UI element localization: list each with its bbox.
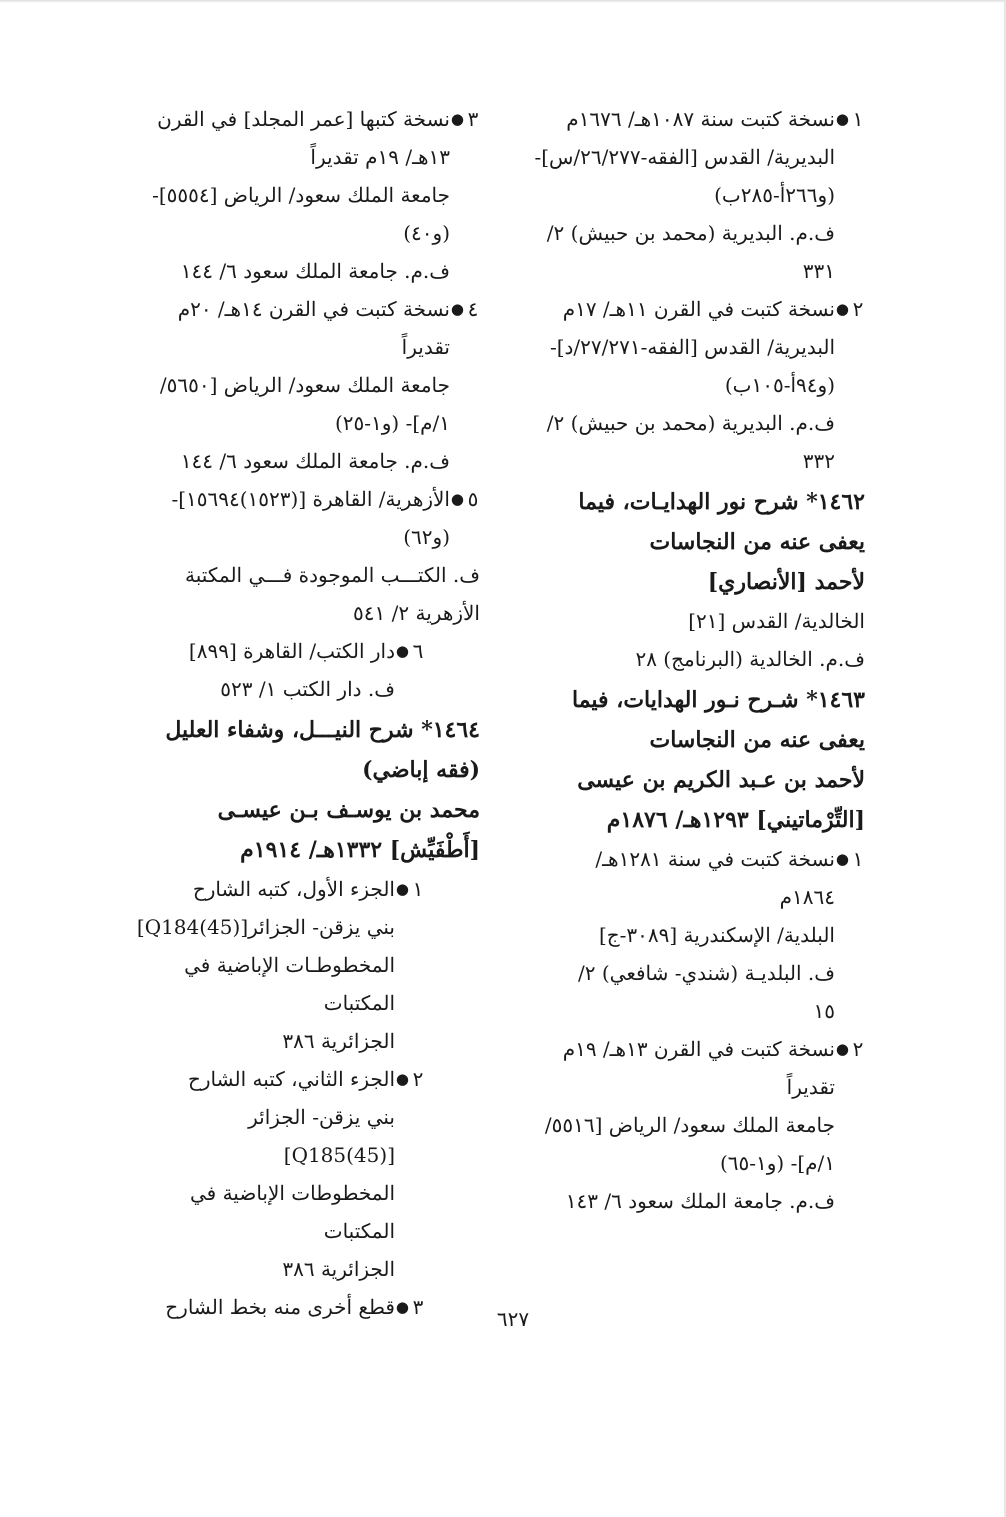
item-number: ٤ — [467, 297, 479, 321]
entry-1464 — [135, 710, 480, 870]
item-location: جامعة الملك سعود/ الرياض [٥٥١٦/ — [544, 1113, 835, 1137]
entry-reference: ف.م. الخالدية (البرنامج) ٢٨ — [635, 647, 865, 671]
entry-author: لأحمد [الأنصاري] — [707, 569, 865, 595]
entry-author-dates: [أَطْفَيِّش] ١٣٣٢هـ/ ١٩١٤م — [240, 837, 480, 863]
bullet-icon: ● — [835, 110, 849, 128]
item-title-cont: تقديراً — [786, 1075, 835, 1099]
item-title: نسخة كتبت في القرن ١٤هـ/ ٢٠م — [177, 297, 450, 321]
list-item — [525, 1030, 865, 1220]
list-item — [135, 290, 480, 480]
item-reference: ف.م. البديرية (محمد بن حبيش) ٢/ — [546, 221, 835, 245]
item-reference: ف.م. البديرية (محمد بن حبيش) ٢/ — [546, 411, 835, 435]
item-reference-page: ١٥ — [813, 999, 835, 1023]
item-location: الأزهرية/ القاهرة [(١٥٢٣)١٥٦٩٤]- — [171, 487, 450, 511]
bullet-icon: ● — [395, 1070, 409, 1088]
item-title: نسخة كتبت في القرن ١١هـ/ ١٧م — [562, 297, 835, 321]
bullet-icon: ● — [835, 300, 849, 318]
bullet-icon: ● — [395, 880, 409, 898]
item-location: دار الكتب/ القاهرة [٨٩٩] — [188, 639, 395, 663]
item-title: نسخة كتبت في سنة ١٢٨١هـ/ — [595, 847, 835, 871]
item-title-cont: ١٨٦٤م — [779, 885, 835, 909]
item-reference: ف. الكتـــب الموجودة فـــي المكتبة — [185, 563, 480, 587]
entry-title: ١٤٦٤* شرح النيـــل، وشفاء العليل — [165, 717, 480, 743]
item-reference: ف.م. جامعة الملك سعود ٦/ ١٤٤ — [180, 449, 450, 473]
list-item — [135, 870, 425, 1060]
item-location: جامعة الملك سعود/ الرياض [٥٦٥٠/ — [159, 373, 450, 397]
entry-author: محمد بن يوسـف بـن عيسـى — [217, 797, 480, 823]
page-number: ٦٢٧ — [496, 1307, 530, 1331]
list-item — [135, 1060, 425, 1288]
bullet-icon: ● — [395, 1298, 409, 1316]
list-item — [525, 290, 865, 480]
item-folios: (و٤٠) — [403, 221, 450, 245]
item-title: الجزء الثاني، كتبه الشارح — [187, 1067, 395, 1091]
item-title-cont: ١٣هـ/ ١٩م تقديراً — [310, 145, 450, 169]
item-title: قطع أخرى منه بخط الشارح — [165, 1295, 395, 1319]
bullet-icon: ● — [450, 490, 464, 508]
item-reference-page: الجزائرية ٣٨٦ — [282, 1029, 395, 1053]
item-reference: ف. البلديـة (شندي- شافعي) ٢/ — [577, 961, 835, 985]
entry-location: الخالدية/ القدس [٢١] — [688, 609, 865, 633]
item-number: ٦ — [412, 639, 424, 663]
bullet-icon: ● — [395, 642, 409, 660]
item-reference-page: ٣٣١ — [802, 259, 835, 283]
item-location: بني يزقن- الجزائر[Q184(45)] — [136, 915, 395, 939]
item-folios: (و٩٤أ-١٠٥ب) — [724, 373, 835, 397]
item-number: ١ — [852, 847, 864, 871]
item-location: بني يزقن- الجزائر [Q185(45)] — [248, 1105, 395, 1167]
item-folios: ١/م]- (و١-٦٥) — [719, 1151, 835, 1175]
item-title: نسخة كتبت سنة ١٠٨٧هـ/ ١٦٧٦م — [566, 107, 835, 131]
entry-author: لأحمد بن عـبد الكريم بن عيسى — [577, 767, 865, 793]
item-folios: (و٦٢) — [403, 525, 450, 549]
item-location: البلدية/ الإسكندرية [٣٠٨٩-ج] — [598, 923, 835, 947]
item-reference: المخطوطـات الإباضية في المكتبات — [184, 953, 395, 1015]
item-title: الجزء الأول، كتبه الشارح — [192, 877, 395, 901]
item-location: البديرية/ القدس [الفقه-٢٧/٢٧١/د]- — [549, 335, 835, 359]
item-reference-page: الأزهرية ٢/ ٥٤١ — [353, 601, 480, 625]
item-reference: ف. دار الكتب ١/ ٥٢٣ — [220, 677, 395, 701]
item-title: نسخة كتبها [عمر المجلد] في القرن — [157, 107, 450, 131]
scan-top-shadow — [0, 0, 1006, 3]
list-item — [135, 480, 480, 556]
entry-title-cont: يعفى عنه من النجاسات — [649, 727, 865, 753]
entry-author-dates: [التِّرْماتيني] ١٢٩٣هـ/ ١٨٧٦م — [606, 807, 865, 833]
item-number: ٣ — [412, 1295, 424, 1319]
item-number: ٢ — [852, 1037, 864, 1061]
item-number: ٣ — [467, 107, 479, 131]
item-number: ١ — [852, 107, 864, 131]
entry-1462 — [525, 482, 865, 562]
bullet-icon: ● — [450, 300, 464, 318]
list-item — [525, 100, 865, 290]
list-item — [135, 100, 480, 290]
bullet-icon: ● — [450, 110, 464, 128]
item-reference: ف.م. جامعة الملك سعود ٦/ ١٤٤ — [180, 259, 450, 283]
list-item — [135, 632, 425, 708]
left-column — [135, 100, 480, 1326]
entry-title-cont: يعفى عنه من النجاسات — [649, 529, 865, 555]
bullet-icon: ● — [835, 1040, 849, 1058]
item-number: ٢ — [852, 297, 864, 321]
item-reference: المخطوطات الإباضية في المكتبات — [189, 1181, 395, 1243]
entry-1463 — [525, 680, 865, 840]
item-number: ٥ — [467, 487, 479, 511]
item-number: ١ — [412, 877, 424, 901]
item-folios: ١/م]- (و١-٢٥) — [334, 411, 450, 435]
item-reference: ف.م. جامعة الملك سعود ٦/ ١٤٣ — [565, 1189, 835, 1213]
bullet-icon: ● — [835, 850, 849, 868]
item-reference-page: ٣٣٢ — [802, 449, 835, 473]
list-item — [135, 1288, 425, 1326]
entry-title: ١٤٦٢* شرح نور الهدايـات، فيما — [578, 489, 865, 515]
entry-title: ١٤٦٣* شـرح نـور الهدايات، فيما — [571, 687, 865, 713]
item-folios: (و٢٦٦أ-٢٨٥ب) — [714, 183, 835, 207]
item-title: نسخة كتبت في القرن ١٣هـ/ ١٩م — [562, 1037, 835, 1061]
right-column — [525, 100, 865, 1220]
item-location: البديرية/ القدس [الفقه-٢٦/٢٧٧/س]- — [534, 145, 835, 169]
list-item — [525, 840, 865, 1030]
entry-subject: (فقه إباضي) — [362, 757, 480, 783]
item-title-cont: تقديراً — [401, 335, 450, 359]
item-number: ٢ — [412, 1067, 424, 1091]
item-location: جامعة الملك سعود/ الرياض [٥٥٥٤]- — [152, 183, 450, 207]
item-reference-page: الجزائرية ٣٨٦ — [282, 1257, 395, 1281]
